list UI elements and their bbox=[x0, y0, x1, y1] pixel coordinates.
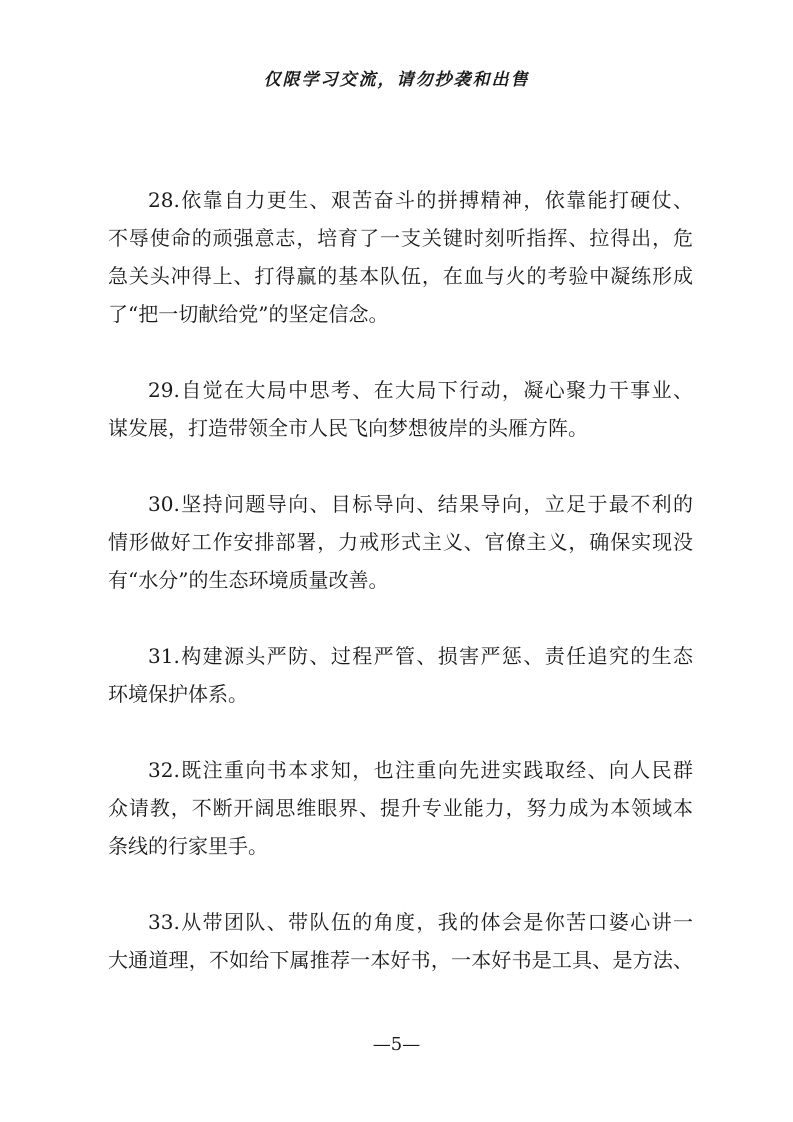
paragraph-line: 条线的行家里手。 bbox=[108, 834, 268, 858]
paragraph-line: 大通道理，不如给下属推荐一本好书，一本好书是工具、是方法、 bbox=[108, 948, 693, 972]
paragraph-line: 急关头冲得上、打得赢的基本队伍，在血与火的考验中凝练形成 bbox=[108, 264, 693, 288]
paragraph-line: 32.既注重向书本求知，也注重向先进实践取经、向人民群 bbox=[148, 758, 693, 782]
paragraph-line: 了“把一切献给党”的坚定信念。 bbox=[108, 302, 389, 326]
paragraph-line: 谋发展，打造带领全市人民飞向梦想彼岸的头雁方阵。 bbox=[108, 416, 588, 440]
paragraph-32 bbox=[108, 751, 693, 865]
document-body bbox=[108, 181, 693, 1017]
paragraph-line: 环境保护体系。 bbox=[108, 682, 248, 706]
paragraph-28 bbox=[108, 181, 693, 333]
page-header-notice: 仅限学习交流，请勿抄袭和出售 bbox=[263, 70, 530, 90]
paragraph-line: 情形做好工作安排部署，力戒形式主义、官僚主义，确保实现没 bbox=[108, 530, 693, 554]
page-number: —5— bbox=[372, 1034, 421, 1055]
paragraph-line: 不辱使命的顽强意志，培育了一支关键时刻听指挥、拉得出，危 bbox=[108, 226, 693, 250]
paragraph-line: 众请教，不断开阔思维眼界、提升专业能力，努力成为本领域本 bbox=[108, 796, 693, 820]
paragraph-line: 30.坚持问题导向、目标导向、结果导向，立足于最不利的 bbox=[148, 492, 693, 516]
paragraph-29 bbox=[108, 371, 693, 447]
paragraph-line: 33.从带团队、带队伍的角度，我的体会是你苦口婆心讲一 bbox=[148, 910, 693, 934]
paragraph-line: 28.依靠自力更生、艰苦奋斗的拼搏精神，依靠能打硬仗、 bbox=[148, 188, 693, 212]
paragraph-line: 有“水分”的生态环境质量改善。 bbox=[108, 568, 389, 592]
paragraph-33 bbox=[108, 903, 693, 979]
paragraph-line: 29.自觉在大局中思考、在大局下行动，凝心聚力干事业、 bbox=[148, 378, 693, 402]
paragraph-line: 31.构建源头严防、过程严管、损害严惩、责任追究的生态 bbox=[148, 644, 693, 668]
paragraph-30 bbox=[108, 485, 693, 599]
paragraph-31 bbox=[108, 637, 693, 713]
